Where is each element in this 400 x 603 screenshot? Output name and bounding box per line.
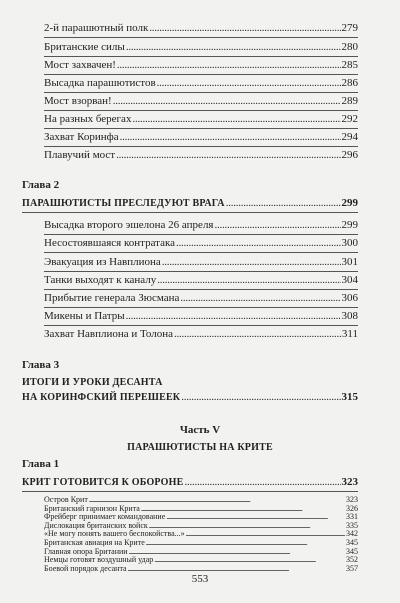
toc-entry-title: Высадка парашютистов <box>44 77 156 89</box>
toc-entry <box>0 256 400 269</box>
chapter-heading-page: 315 <box>341 391 358 403</box>
chapter-heading-title: НА КОРИНФСКИЙ ПЕРЕШЕЕК <box>22 392 181 403</box>
toc-entry-title: Несостоявшаяся контратака <box>44 237 176 249</box>
toc-entry-title: Плавучий мост <box>44 149 116 161</box>
toc-entry-page: 306 <box>341 292 358 304</box>
underline <box>44 146 358 147</box>
leader-dots <box>120 131 341 144</box>
toc-entry-title: Британские силы <box>44 41 125 53</box>
toc-entry <box>0 77 400 90</box>
leader-dots <box>132 113 340 126</box>
toc-entry-page: 357 <box>346 563 358 573</box>
underline <box>44 252 358 253</box>
leader-dots <box>226 197 341 210</box>
toc-entry <box>0 219 400 232</box>
toc-entry <box>0 328 400 341</box>
leader-dots <box>174 328 341 341</box>
toc-entry <box>0 22 400 35</box>
toc-entry-title: Немцы готовят воздушный удар <box>44 555 154 565</box>
leader-dots <box>116 149 340 162</box>
toc-entry-title: Микены и Патры <box>44 310 125 322</box>
toc-entry-title: Прибытие генерала Зюсмана <box>44 292 180 304</box>
leader-dots <box>157 77 341 90</box>
toc-entry-page: 311 <box>341 328 358 340</box>
underline <box>22 212 358 213</box>
chapter-label: Глава 3 <box>22 359 60 371</box>
underline <box>44 234 358 235</box>
leader-dots <box>180 292 340 305</box>
part-label: Часть V <box>179 424 221 436</box>
underline <box>44 110 358 111</box>
toc-entry-page: 323 <box>346 495 358 504</box>
toc-entry <box>0 237 400 250</box>
chapter-heading <box>0 391 400 404</box>
toc-entry-title: Эвакуация из Навплиона <box>44 256 161 268</box>
chapter-heading <box>0 197 400 210</box>
toc-entry-title: Высадка второго эшелона 26 апреля <box>44 219 214 231</box>
toc-entry <box>0 564 400 573</box>
toc-entry-page: 292 <box>341 113 358 125</box>
toc-entry-page: 308 <box>341 310 358 322</box>
chapter-heading-page: 323 <box>341 476 358 488</box>
chapter-label: Глава 1 <box>22 458 60 470</box>
toc-entry <box>0 95 400 108</box>
toc-entry-title: Танки выходят к каналу <box>44 274 157 286</box>
toc-entry-title: Главная опора Британии <box>44 546 128 556</box>
underline <box>22 491 358 492</box>
toc-entry-page: 300 <box>341 237 358 249</box>
toc-entry-title: Британская авиация на Крите <box>44 538 145 547</box>
underline <box>44 325 358 326</box>
toc-entry-title: Остров Крит <box>44 495 88 504</box>
leader-dots <box>185 476 341 489</box>
toc-entry-page: 285 <box>341 59 358 71</box>
toc-entry-page: 289 <box>341 95 358 107</box>
leader-dots <box>113 95 341 108</box>
part-title: ПАРАШЮТИСТЫ НА КРИТЕ <box>127 442 273 453</box>
toc-entry-page: 279 <box>341 22 358 34</box>
chapter-heading-line: ИТОГИ И УРОКИ ДЕСАНТА <box>22 377 163 388</box>
toc-entry-title: Фрейберг принимает командование <box>44 512 166 522</box>
chapter-heading <box>0 476 400 489</box>
toc-entry-page: 301 <box>341 256 358 268</box>
toc-entry <box>0 274 400 287</box>
toc-entry <box>0 131 400 144</box>
toc-entry <box>0 113 400 126</box>
toc-entry-title: На разных берегах <box>44 113 132 125</box>
toc-entry-page: 286 <box>341 77 358 89</box>
toc-entry-page: 299 <box>341 219 358 231</box>
toc-entry-title: Захват Навплиона и Толона <box>44 328 174 340</box>
toc-entry-page: 304 <box>341 274 358 286</box>
toc-entry-page: 296 <box>341 149 358 161</box>
toc-entry <box>0 149 400 162</box>
toc-entry-page: 345 <box>346 546 358 556</box>
leader-dots <box>215 219 341 232</box>
underline <box>44 92 358 93</box>
underline <box>44 289 358 290</box>
toc-entry <box>0 41 400 54</box>
toc-entry <box>0 292 400 305</box>
chapter-heading-title: КРИТ ГОТОВИТСЯ К ОБОРОНЕ <box>22 477 184 488</box>
underline <box>44 37 358 38</box>
toc-entry <box>0 310 400 323</box>
underline <box>44 307 358 308</box>
toc-entry-title: «Не могу понять вашего беспокойства...» <box>44 529 185 539</box>
toc-entry <box>0 59 400 72</box>
leader-dots <box>149 22 340 35</box>
chapter-heading-page: 299 <box>341 197 358 209</box>
toc-entry-page: 280 <box>341 41 358 53</box>
toc-entry-page: 342 <box>346 529 358 539</box>
underline <box>44 56 358 57</box>
underline <box>44 128 358 129</box>
leader-dots <box>126 41 341 54</box>
toc-entry-page: 294 <box>341 131 358 143</box>
leader-dots <box>157 274 340 287</box>
toc-entry-page: 335 <box>346 520 358 530</box>
leader-dots <box>162 256 341 269</box>
leader-dots <box>126 310 341 323</box>
toc-entry-page: 326 <box>346 503 358 513</box>
toc-entry-title: Мост взорван! <box>44 95 112 107</box>
toc-entry-page: 331 <box>346 512 358 522</box>
leader-dots <box>181 391 340 404</box>
underline <box>44 74 358 75</box>
chapter-label: Глава 2 <box>22 179 60 191</box>
page-number: 553 <box>191 573 209 585</box>
toc-entry-title: Захват Коринфа <box>44 131 119 143</box>
chapter-heading-title: ПАРАШЮТИСТЫ ПРЕСЛЕДУЮТ ВРАГА <box>22 198 225 209</box>
toc-entry-title: Мост захвачен! <box>44 59 116 71</box>
leader-dots <box>128 564 345 573</box>
toc-entry-title: Британский гарнизон Крита <box>44 503 140 513</box>
toc-entry-title: Боевой порядок десанта <box>44 563 127 573</box>
leader-dots <box>117 59 341 72</box>
toc-entry-title: 2-й парашютный полк <box>44 22 149 34</box>
toc-entry-page: 345 <box>346 538 358 547</box>
underline <box>44 271 358 272</box>
toc-entry-page: 352 <box>346 555 358 565</box>
toc-entry-title: Дислокация британских войск <box>44 520 148 530</box>
leader-dots <box>176 237 340 250</box>
